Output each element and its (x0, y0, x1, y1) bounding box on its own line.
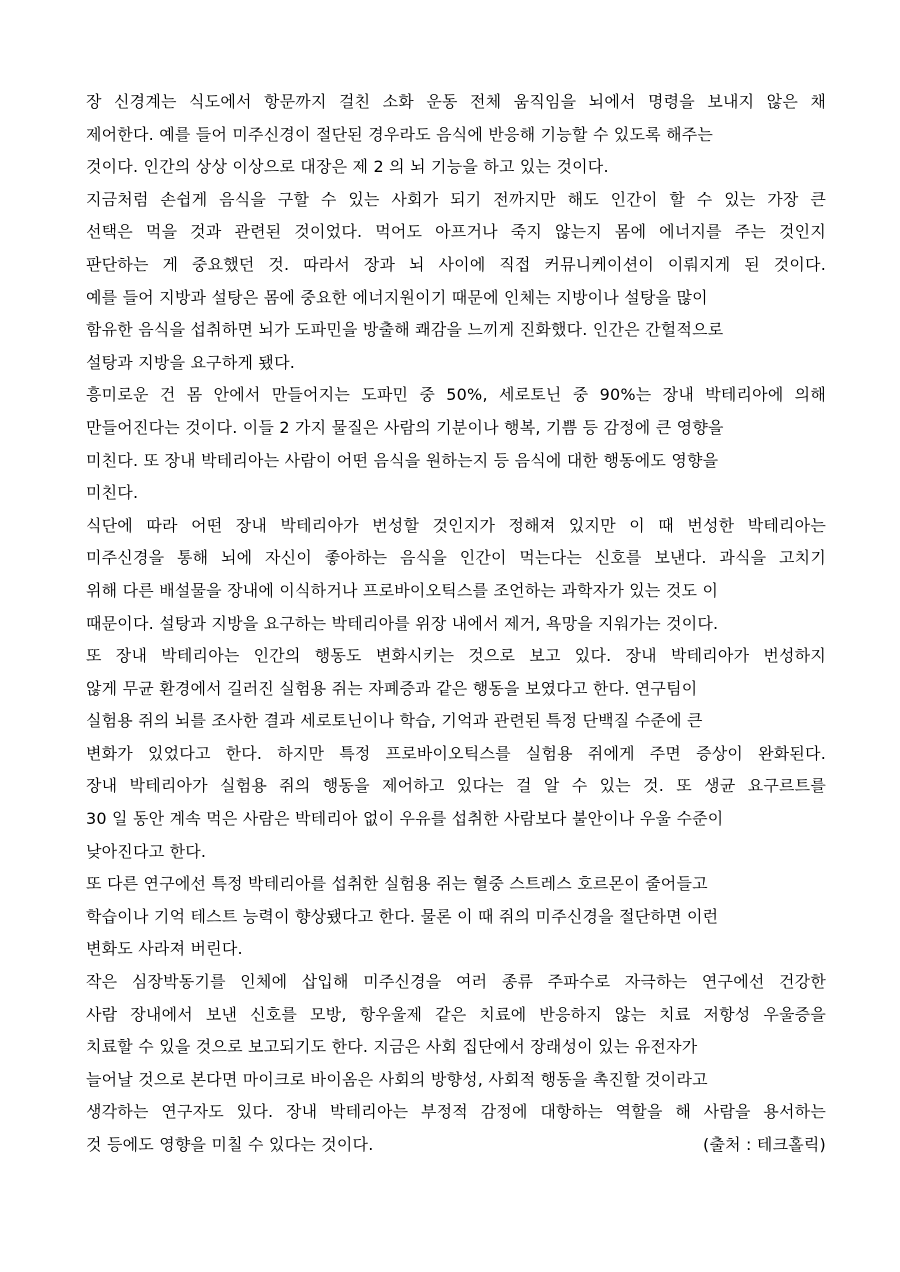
article-line: 설탕과 지방을 요구하게 됐다. (86, 352, 296, 372)
article-line: 흥미로운 건 몸 안에서 만들어지는 도파민 중 50%, 세로토닌 중 90%는 장내 박테리아에 의해 (86, 385, 826, 405)
article-line: 늘어날 것으로 본다면 마이크로 바이옴은 사회의 방향성, 사회적 행동을 촉진할 것이라고 (86, 1069, 708, 1089)
article-line: 변화가 있었다고 한다. 하지만 특정 프로바이오틱스를 실험용 쥐에게 주면 증상이 완화된다. (86, 743, 826, 763)
article-line: 작은 심장박동기를 인체에 삽입해 미주신경을 여러 종류 주파수로 자극하는 연구에선 건강한 (86, 972, 826, 992)
article-line: 또 장내 박테리아는 인간의 행동도 변화시키는 것으로 보고 있다. 장내 박테리아가 번성하지 (86, 646, 826, 666)
article-line: 30 일 동안 계속 먹은 사람은 박테리아 없이 우유를 섭취한 사람보다 불안이나 우울 수준이 (86, 809, 724, 829)
article-line: 장내 박테리아가 실험용 쥐의 행동을 제어하고 있다는 걸 알 수 있는 것. 또 생균 요구르트를 (86, 776, 826, 796)
article-last-line-text: 것 등에도 영향을 미칠 수 있다는 것이다. (86, 1135, 374, 1154)
article-line: 실험용 쥐의 뇌를 조사한 결과 세로토닌이나 학습, 기억과 관련된 특정 단백질 수준에 큰 (86, 711, 703, 731)
source-credit: (출처 : 테크홀릭) (703, 1135, 826, 1154)
article-line: 미친다. (86, 483, 139, 503)
article-line: 않게 무균 환경에서 길러진 실험용 쥐는 자폐증과 같은 행동을 보였다고 한다. 연구팀이 (86, 678, 698, 698)
article-line: 만들어진다는 것이다. 이들 2 가지 물질은 사람의 기분이나 행복, 기쁨 등 감정에 큰 영향을 (86, 417, 724, 437)
article-line: 장 신경계는 식도에서 항문까지 걸친 소화 운동 전체 움직임을 뇌에서 명령을 보내지 않은 채 (86, 92, 826, 111)
article-line: 낮아진다고 한다. (86, 841, 207, 861)
article-line: 생각하는 연구자도 있다. 장내 박테리아는 부정적 감정에 대항하는 역할을 해 사람을 용서하는 (86, 1102, 826, 1122)
article-line: 위해 다른 배설물을 장내에 이식하거나 프로바이오틱스를 조언하는 과학자가 있는 것도 이 (86, 580, 719, 600)
article-line: 미주신경을 통해 뇌에 자신이 좋아하는 음식을 인간이 먹는다는 신호를 보낸다. 과식을 고치기 (86, 548, 826, 568)
article-line: 학습이나 기억 테스트 능력이 향상됐다고 한다. 물론 이 때 쥐의 미주신경을 절단하면 이런 (86, 906, 719, 926)
article-line: 판단하는 게 중요했던 것. 따라서 장과 뇌 사이에 직접 커뮤니케이션이 이뤄지게 된 것이다. (86, 254, 826, 274)
article-line: 때문이다. 설탕과 지방을 요구하는 박테리아를 위장 내에서 제거, 욕망을 지워가는 것이다. (86, 613, 719, 633)
article-line: 것이다. 인간의 상상 이상으로 대장은 제 2 의 뇌 기능을 하고 있는 것이다. (86, 157, 609, 177)
article-line: 변화도 사라져 버린다. (86, 939, 243, 959)
article-line: 예를 들어 지방과 설탕은 몸에 중요한 에너지원이기 때문에 인체는 지방이나 설탕을 많이 (86, 287, 708, 307)
article-body (86, 86, 826, 1162)
article-last-line (86, 1129, 826, 1162)
article-line: 선택은 먹을 것과 관련된 것이었다. 먹어도 아프거나 죽지 않는지 몸에 에너지를 주는 것인지 (86, 222, 826, 242)
article-line: 함유한 음식을 섭취하면 뇌가 도파민을 방출해 쾌감을 느끼게 진화했다. 인간은 간헐적으로 (86, 320, 724, 340)
article-line: 지금처럼 손쉽게 음식을 구할 수 있는 사회가 되기 전까지만 해도 인간이 할 수 있는 가장 큰 (86, 189, 826, 209)
article-line: 사람 장내에서 보낸 신호를 모방, 항우울제 같은 치료에 반응하지 않는 치료 저항성 우울증을 (86, 1004, 826, 1024)
article-line: 미친다. 또 장내 박테리아는 사람이 어떤 음식을 원하는지 등 음식에 대한 행동에도 영향을 (86, 450, 719, 470)
article-line: 또 다른 연구에선 특정 박테리아를 섭취한 실험용 쥐는 혈중 스트레스 호르몬이 줄어들고 (86, 874, 708, 894)
article-line: 제어한다. 예를 들어 미주신경이 절단된 경우라도 음식에 반응해 기능할 수 있도록 해주는 (86, 124, 714, 144)
article-line: 치료할 수 있을 것으로 보고되기도 한다. 지금은 사회 집단에서 장래성이 있는 유전자가 (86, 1037, 698, 1057)
article-line: 식단에 따라 어떤 장내 박테리아가 번성할 것인지가 정해져 있지만 이 때 번성한 박테리아는 (86, 515, 826, 535)
